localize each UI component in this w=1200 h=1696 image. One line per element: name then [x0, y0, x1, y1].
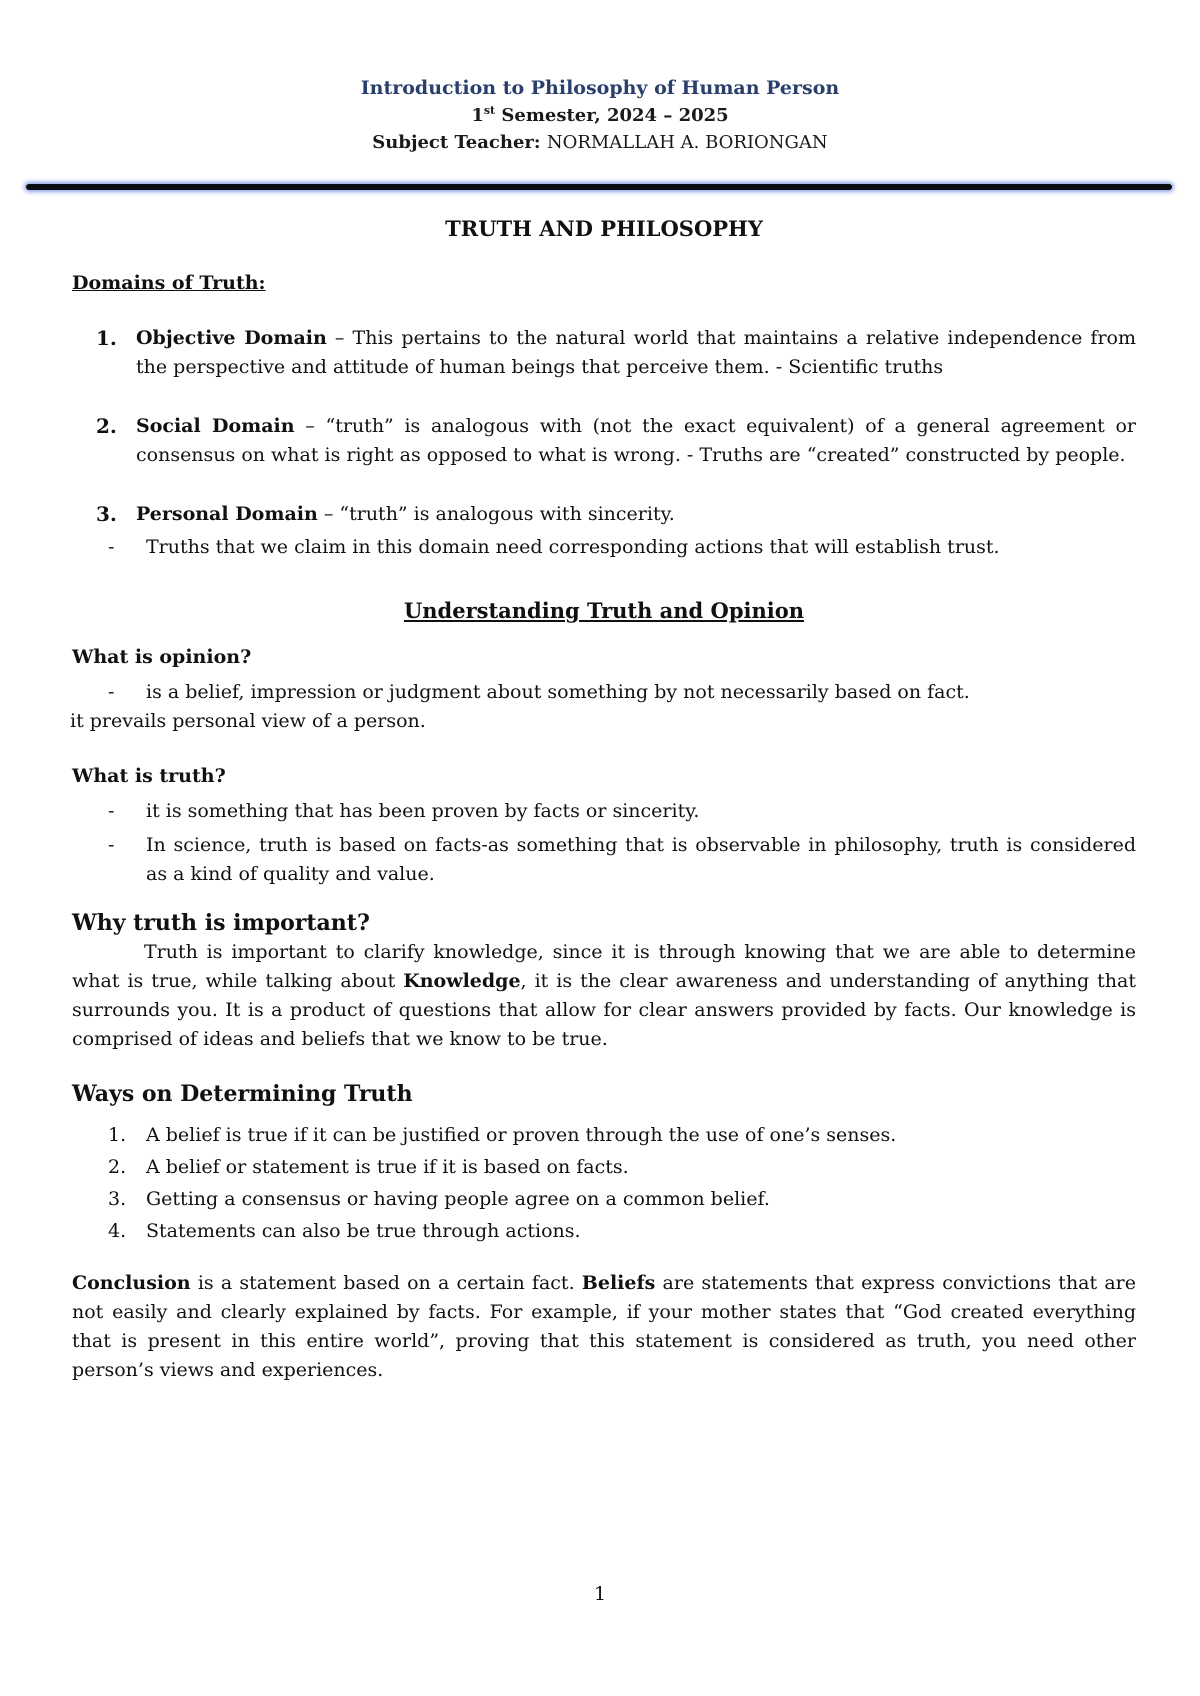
conclusion-text-1: is a statement based on a certain fact. — [190, 1272, 582, 1294]
domain-text: – “truth” is analogous with sincerity. — [317, 503, 675, 525]
domain-item — [72, 500, 1136, 529]
teacher-label: Subject Teacher: — [372, 132, 547, 153]
bullet-text: In science, truth is based on facts-as something that is observable in philosophy, truth is considered as a kind of quality and value. — [146, 834, 1136, 885]
dash-marker: - — [108, 536, 115, 558]
course-title: Introduction to Philosophy of Human Person — [360, 77, 840, 99]
semester-line — [0, 102, 1200, 129]
item-text: A belief or statement is true if it is based on facts. — [146, 1156, 629, 1178]
why-text-a: Truth is important to clarify knowledge, since it is through knowing that we are able to determine what is true, while talking about — [72, 941, 1136, 992]
why-text-b: , it is the clear awareness and understanding of anything that surrounds you. It is a product of questions that allow for clear answers provided by facts. Our knowledge is comprised of ideas and beliefs that we know to be true. — [72, 970, 1136, 1050]
domain-number: 2. — [96, 414, 117, 438]
note-text: Truths that we claim in this domain need corresponding actions that will establish trust. — [146, 536, 1000, 558]
conclusion-paragraph — [72, 1269, 1136, 1385]
ways-list — [72, 1119, 1136, 1247]
list-item — [72, 1151, 1136, 1183]
truth-bullet — [72, 831, 1136, 889]
knowledge-term: Knowledge — [403, 970, 521, 992]
semester-text: Semester, 2024 – 2025 — [495, 105, 729, 126]
personal-domain-note — [72, 533, 1136, 562]
domain-text: – “truth” is analogous with (not the exact equivalent) of a general agreement or consensus on what is right as opposed to what is wrong. - Truths are “created” constructed by people. — [136, 415, 1136, 466]
domain-name: Objective Domain — [136, 327, 327, 349]
item-number: 4. — [108, 1220, 127, 1242]
conclusion-text-2: are statements that express convictions that are not easily and clearly explained by facts. For example, if your mother states that “God created everything that is present in this entire world”, proving that this statement is considered as truth, you need other person’s views and experiences. — [72, 1272, 1136, 1381]
page-number: 1 — [593, 1583, 607, 1605]
header-divider — [26, 184, 1172, 190]
document-header — [0, 74, 1200, 156]
beliefs-term: Beliefs — [581, 1272, 656, 1294]
teacher-line — [0, 129, 1200, 156]
domain-text: – This pertains to the natural world that maintains a relative independence from the perspective and attitude of human beings that perceive them. - Scientific truths — [136, 327, 1137, 378]
dash-marker: - — [108, 800, 115, 822]
item-text: A belief is true if it can be justified or proven through the use of one’s senses. — [146, 1124, 897, 1146]
domains-heading: Domains of Truth: — [72, 272, 266, 294]
conclusion-term: Conclusion — [72, 1272, 191, 1294]
bullet-text: is a belief, impression or judgment about something by not necessarily based on fact. — [146, 681, 970, 703]
opinion-line: it prevails personal view of a person. — [70, 710, 426, 732]
dash-marker: - — [108, 834, 115, 856]
why-heading: Why truth is important? — [72, 910, 370, 936]
truth-question: What is truth? — [72, 765, 226, 787]
opinion-bullet — [72, 678, 1136, 707]
dash-marker: - — [108, 681, 115, 703]
bullet-text: it is something that has been proven by facts or sincerity. — [146, 800, 700, 822]
document-body — [72, 214, 1136, 1385]
item-number: 1. — [108, 1124, 127, 1146]
item-text: Statements can also be true through actions. — [146, 1220, 581, 1242]
section-title: Understanding Truth and Opinion — [403, 598, 805, 623]
domain-name: Personal Domain — [136, 503, 318, 525]
ways-heading: Ways on Determining Truth — [72, 1081, 413, 1107]
teacher-name: NORMALLAH A. BORIONGAN — [546, 132, 828, 153]
item-number: 3. — [108, 1188, 127, 1210]
list-item — [72, 1215, 1136, 1247]
semester-number: 1 — [471, 105, 484, 126]
list-item — [72, 1119, 1136, 1151]
domain-name: Social Domain — [136, 415, 295, 437]
domain-number: 1. — [96, 326, 117, 350]
list-item — [72, 1183, 1136, 1215]
item-number: 2. — [108, 1156, 127, 1178]
domain-number: 3. — [96, 502, 117, 526]
document-title: TRUTH AND PHILOSOPHY — [445, 216, 763, 241]
domain-item — [72, 324, 1136, 382]
domain-item — [72, 412, 1136, 470]
truth-bullet — [72, 797, 1136, 826]
why-paragraph — [72, 938, 1136, 1054]
opinion-question: What is opinion? — [72, 646, 252, 668]
item-text: Getting a consensus or having people agree on a common belief. — [146, 1188, 770, 1210]
semester-suffix: st — [483, 104, 496, 117]
